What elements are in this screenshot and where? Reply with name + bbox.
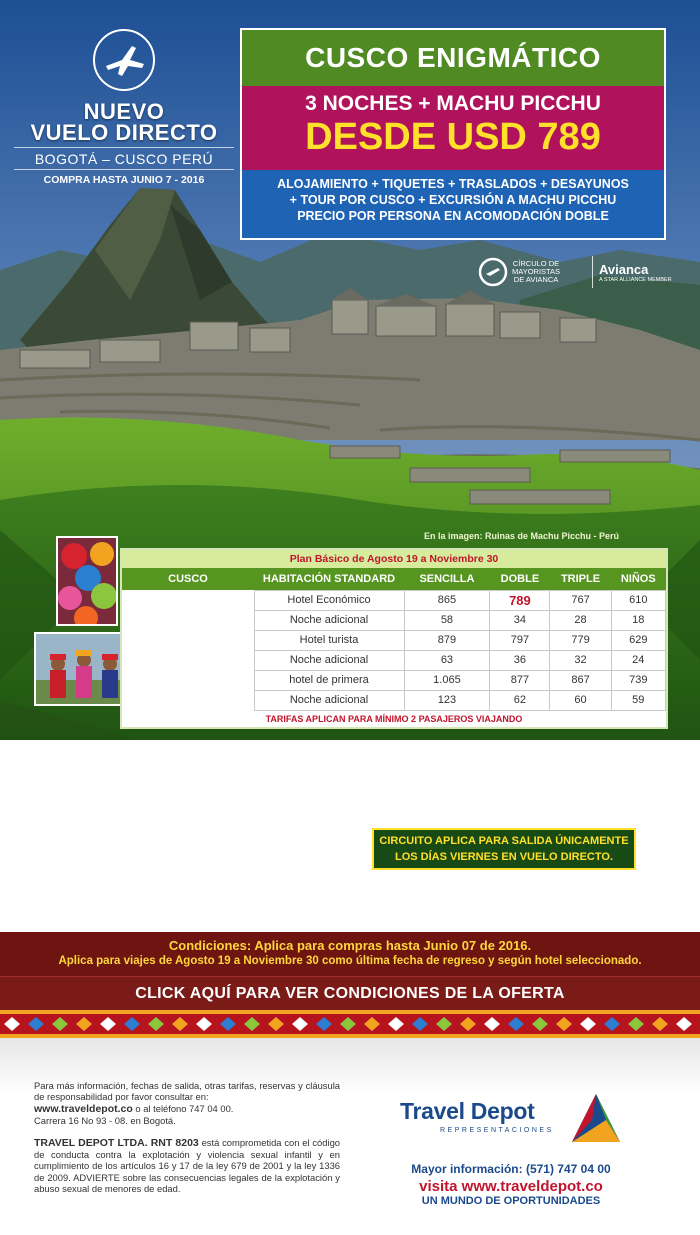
view-conditions-button[interactable] xyxy=(0,976,700,1010)
yarn-photo xyxy=(56,536,118,626)
table-cell: 779 xyxy=(550,630,611,650)
table-cell: 34 xyxy=(490,610,550,630)
table-cell: Noche adicional xyxy=(254,610,404,630)
table-row xyxy=(122,670,666,690)
table-cell: 877 xyxy=(490,670,550,690)
plan-title: Plan Básico de Agosto 19 a Noviembre 30 xyxy=(122,550,666,568)
header-cusco: CUSCO xyxy=(122,568,254,590)
table-cell: 867 xyxy=(550,670,611,690)
offer-price-bar xyxy=(242,86,664,170)
footer-contact-paragraph xyxy=(34,1080,340,1127)
table-row xyxy=(122,630,666,650)
offer-price: DESDE USD 789 xyxy=(305,116,601,158)
partner-logos xyxy=(478,252,688,292)
more-info-phone: Mayor información: (571) 747 04 00 xyxy=(411,1162,611,1176)
people-photo xyxy=(34,632,130,706)
offer-details-line2: + TOUR POR CUSCO + EXCURSIÓN A MACHU PICCHU xyxy=(289,193,617,207)
offer-details-line3: PRECIO POR PERSONA EN ACOMODACIÓN DOBLE xyxy=(297,209,609,223)
cta-label: CLICK AQUÍ PARA VER CONDICIONES DE LA OFERTA xyxy=(135,984,565,1002)
table-row xyxy=(122,590,666,610)
table-cell: 123 xyxy=(404,690,490,710)
circulo-line2: MAYORISTAS xyxy=(512,267,561,276)
offer-nights: 3 NOCHES + MACHU PICCHU xyxy=(305,92,601,115)
price-grid xyxy=(122,568,666,711)
table-cell: 63 xyxy=(404,650,490,670)
offer-details-line1: ALOJAMIENTO + TIQUETES + TRASLADOS + DESAYUNOS xyxy=(277,177,629,191)
table-cell: 610 xyxy=(611,590,665,610)
circuit-notice xyxy=(372,828,636,870)
header-double: DOBLE xyxy=(490,568,550,590)
circulo-line3: DE AVIANCA xyxy=(513,275,559,284)
table-cell: Hotel turista xyxy=(254,630,404,650)
excludes-list xyxy=(368,759,674,818)
exclusive-rates-note: Tarifas exclusivas para pasajeros con pasaporte de Bolivia, Ecuador o Colombia. Pasajeros de otras nacionalidades aplica suplemento. xyxy=(378,878,664,919)
table-spacer xyxy=(122,650,254,670)
table-cell: 767 xyxy=(550,590,611,610)
list-item: ● Excursión todo el día a Machu Picchu con almuerzo en Aguas Calientes. xyxy=(26,848,342,878)
footer-legal-title: TRAVEL DEPOT LTDA. RNT 8203 xyxy=(34,1136,199,1149)
table-cell: 879 xyxy=(404,630,490,650)
andean-pattern-band xyxy=(0,1010,700,1038)
footer xyxy=(0,1038,700,1235)
yarn-balls-image xyxy=(58,538,118,626)
avianca-logo xyxy=(599,262,672,283)
circulo-ring-icon xyxy=(478,257,508,287)
header-single: SENCILLA xyxy=(404,568,490,590)
conditions-bar xyxy=(0,932,700,976)
visit-website-link[interactable]: visita www.traveldepot.co xyxy=(419,1178,603,1195)
list-item: ● Transporte en tren Expedition e ingreso a Machu Picchu con guía en servicio regular. xyxy=(26,877,342,907)
footer-info xyxy=(34,1080,340,1205)
table-cell: 62 xyxy=(490,690,550,710)
table-cell: 629 xyxy=(611,630,665,650)
circuit-line1: CIRCUITO APLICA PARA SALIDA ÚNICAMENTE xyxy=(379,835,629,847)
offer-title-bar xyxy=(242,30,664,86)
list-item: ● Gastos y/o servicios no especificados. xyxy=(368,788,674,803)
table-row xyxy=(122,690,666,710)
footer-legal-text: está comprometida con el código de conducta contra la explotación y violencia sexual infantil y en cumplimiento de los artículos 16 y 17 de la ley 679 de 2001 y la ley 1336 de 2009. ADVIERTE sobre las consecuencias legales de la explotación y abuso sexual de menores de edad. xyxy=(34,1136,340,1195)
list-item: ● Alimentación no descrita en el plan. xyxy=(368,774,674,789)
brand-name: Travel Depot xyxy=(400,1098,535,1124)
offer-box xyxy=(240,28,666,240)
header-room: HABITACIÓN STANDARD xyxy=(254,568,404,590)
circulo-line1: CÍRCULO DE xyxy=(512,259,560,268)
table-cell: 797 xyxy=(490,630,550,650)
offer-title: CUSCO ENIGMÁTICO xyxy=(305,42,601,73)
conditions-line1: Condiciones: Aplica para compras hasta Junio 07 de 2016. xyxy=(168,938,532,953)
table-cell: hotel de primera xyxy=(254,670,404,690)
list-item: ● 2% Fee Bancario. xyxy=(368,759,674,774)
table-cell: 58 xyxy=(404,610,490,630)
table-cell: 18 xyxy=(611,610,665,630)
includes-list xyxy=(26,759,342,922)
footer-legal-paragraph xyxy=(34,1137,340,1195)
excludes-section xyxy=(368,742,674,818)
travel-depot-logo xyxy=(400,1086,630,1146)
flight-deadline: COMPRA HASTA JUNIO 7 - 2016 xyxy=(43,174,205,186)
excludes-title: EL PRECIO NO INCLUYE: xyxy=(368,741,545,757)
offer-details xyxy=(242,170,664,238)
andean-people-image xyxy=(36,634,130,706)
table-cell: 24 xyxy=(611,650,665,670)
table-cell: Noche adicional xyxy=(254,690,404,710)
avianca-tag: A STAR ALLIANCE MEMBER xyxy=(599,276,672,283)
table-cell: Hotel Económico xyxy=(254,590,404,610)
price-table xyxy=(120,548,668,729)
direct-flight-badge xyxy=(14,28,234,186)
list-item: ● Tour por la ciudad de Cusco y Parque Arqueológico de Sacsayhuaman. xyxy=(26,818,342,848)
list-item: ● Tiquete aéreo Colombia - Cusco - Colombia con Avianca. Todos los impuestos aplicables al tiquete. xyxy=(26,759,342,789)
table-cell: 739 xyxy=(611,670,665,690)
flight-route: BOGOTÁ – CUSCO PERÚ xyxy=(14,147,234,170)
table-cell: 32 xyxy=(550,650,611,670)
table-spacer xyxy=(122,690,254,710)
footer-website-link[interactable]: www.traveldepot.co xyxy=(34,1102,133,1115)
table-cell: 59 xyxy=(611,690,665,710)
list-item: ● Traslados Aeropuerto – Hotel – Aeropuerto. xyxy=(26,788,342,803)
table-spacer xyxy=(122,590,254,610)
circulo-mayoristas-logo xyxy=(478,257,586,287)
table-cell-highlight: 789 xyxy=(490,590,550,610)
header-children: NIÑOS xyxy=(611,568,665,590)
includes-section xyxy=(26,742,342,922)
table-cell: 60 xyxy=(550,690,611,710)
flight-title-line1: NUEVO xyxy=(83,99,165,124)
table-cell: 865 xyxy=(404,590,490,610)
logo-separator xyxy=(592,256,593,288)
table-cell: 28 xyxy=(550,610,611,630)
conditions-line2: Aplica para viajes de Agosto 19 a Noviembre 30 como última fecha de regreso y según hotel seleccionado. xyxy=(58,955,642,967)
table-spacer xyxy=(122,610,254,630)
circuit-line2: LOS DÍAS VIERNES EN VUELO DIRECTO. xyxy=(395,851,613,863)
table-cell: 1.065 xyxy=(404,670,490,690)
table-header-row xyxy=(122,568,666,590)
avianca-name: Avianca xyxy=(599,261,649,277)
table-spacer xyxy=(122,670,254,690)
list-item: ● Impuestos hoteleros. xyxy=(26,907,342,922)
footer-contact xyxy=(380,1162,642,1207)
table-spacer xyxy=(122,630,254,650)
image-caption: En la imagen: Ruinas de Machu Picchu - Perú xyxy=(424,531,620,541)
table-cell: 36 xyxy=(490,650,550,670)
footer-phone: o al teléfono 747 04 00. xyxy=(132,1102,234,1114)
table-cell: Noche adicional xyxy=(254,650,404,670)
flight-title-line2: VUELO DIRECTO xyxy=(30,120,218,145)
table-row xyxy=(122,650,666,670)
airplane-icon xyxy=(92,28,156,92)
footer-address: Carrera 16 No 93 - 08. en Bogotá. xyxy=(34,1115,176,1127)
brand-subtitle: REPRESENTACIONES xyxy=(440,1127,554,1134)
includes-title: EL PRECIO INCLUYE: xyxy=(26,741,177,757)
table-row xyxy=(122,610,666,630)
slogan: UN MUNDO DE OPORTUNIDADES xyxy=(421,1195,601,1207)
list-item: ● 03 noches de alojamiento en Cusco con Desayunos. xyxy=(26,803,342,818)
table-note: TARIFAS APLICAN PARA MÍNIMO 2 PASAJEROS VIAJANDO xyxy=(265,713,523,724)
brand-mark-icon xyxy=(568,1090,624,1146)
header-triple: TRIPLE xyxy=(550,568,611,590)
footer-info-text: Para más información, fechas de salida, otras tarifas, reservas y cláusula de responsabilidad por favor consultar en: xyxy=(34,1080,340,1103)
list-item: ● Suplemento de USD20 para pasajero viajando solo xyxy=(368,803,674,818)
